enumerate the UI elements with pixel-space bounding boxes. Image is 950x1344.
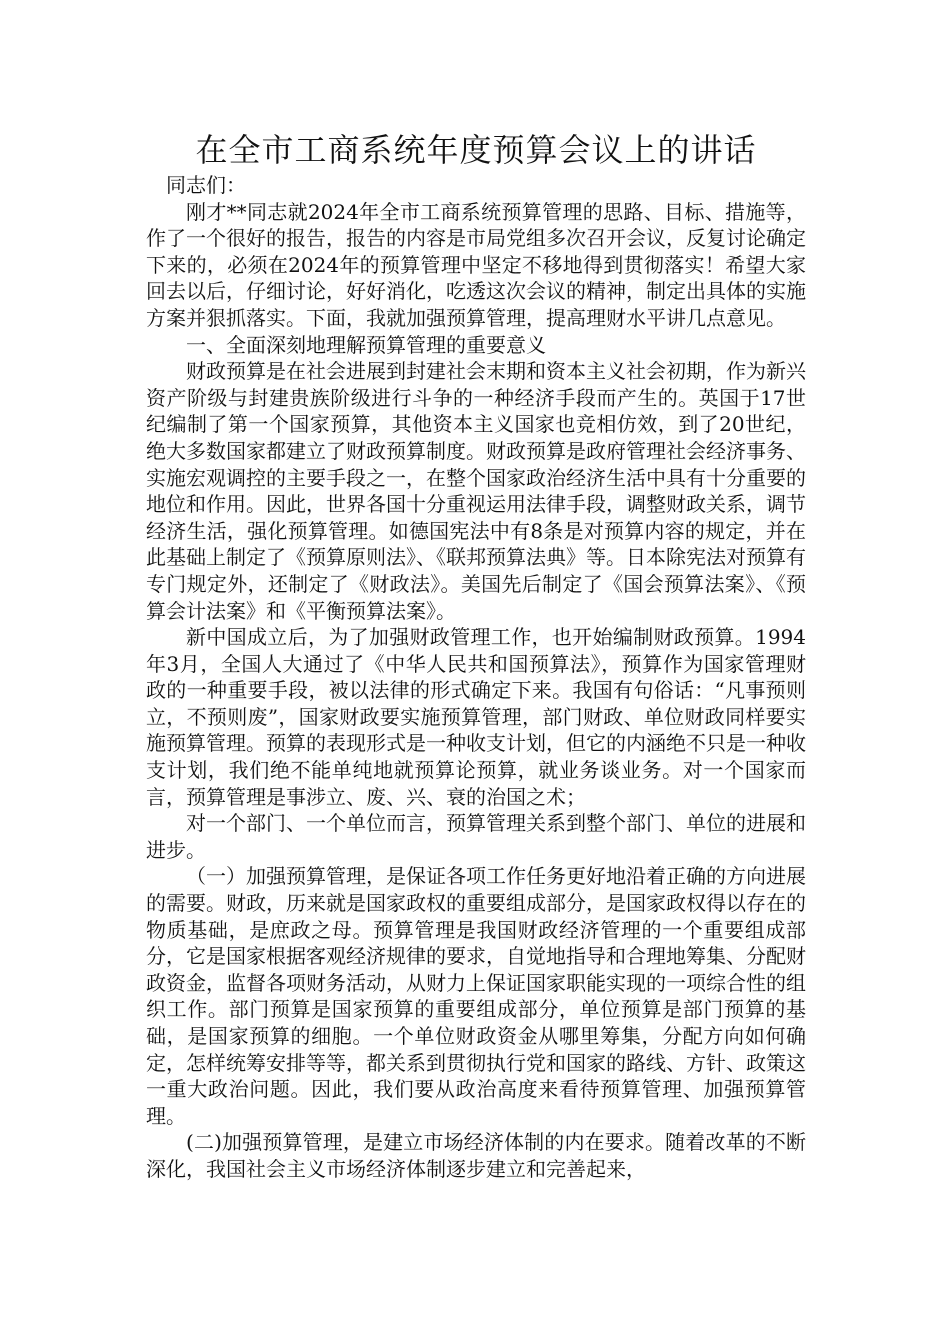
paragraph-point-2: (二)加强预算管理，是建立市场经济体制的内在要求。随着改革的不断深化，我国社会主义市场经济体制逐步建立和完善起来， — [146, 1130, 806, 1181]
document-page — [146, 128, 806, 1183]
salutation: 同志们： — [166, 173, 246, 197]
section-heading-1: 一、全面深刻地理解预算管理的重要意义 — [186, 332, 546, 357]
paragraph-intro: 刚才**同志就2024年全市工商系统预算管理的思路、目标、措施等，作了一个很好的报告，报告的内容是市局党组多次召开会议，反复讨论确定下来的，必须在2024年的预算管理中坚定不移地得到贯彻落实！希望大家回去以后，仔细讨论，好好消化，吃透这次会议的精神，制定出具体的实施方案并狠抓落实。下面，我就加强预算管理，提高理财水平讲几点意见。 — [146, 199, 806, 330]
paragraph-new-china: 新中国成立后，为了加强财政管理工作，也开始编制财政预算。1994年3月，全国人大通过了《中华人民共和国预算法》，预算作为国家管理财政的一种重要手段，被以法律的形式确定下来。我国有句俗话：“凡事预则立，不预则废”，国家财政要实施预算管理，部门财政、单位财政同样要实施预算管理。预算的表现形式是一种收支计划，但它的内涵绝不只是一种收支计划，我们绝不能单纯地就预算论预算，就业务谈业务。对一个国家而言，预算管理是事涉立、废、兴、衰的治国之术； — [146, 625, 806, 809]
paragraph-history: 财政预算是在社会进展到封建社会末期和资本主义社会初期，作为新兴资产阶级与封建贵族阶级进行斗争的一种经济手段而产生的。英国于17世纪编制了第一个国家预算，其他资本主义国家也竞相仿效，到了20世纪，绝大多数国家都建立了财政预算制度。财政预算是政府管理社会经济事务、实施宏观调控的主要手段之一，在整个国家政治经济生活中具有十分重要的地位和作用。因此，世界各国十分重视运用法律手段，调整财政关系，调节经济生活，强化预算管理。如德国宪法中有8条是对预算内容的规定，并在此基础上制定了《预算原则法》、《联邦预算法典》等。日本除宪法对预算有专门规定外，还制定了《财政法》。美国先后制定了《国会预算法案》、《预算会计法案》和《平衡预算法案》。 — [146, 359, 806, 623]
paragraph-department: 对一个部门、一个单位而言，预算管理关系到整个部门、单位的进展和进步。 — [146, 811, 806, 862]
paragraph-point-1: （一）加强预算管理，是保证各项工作任务更好地沿着正确的方向进展的需要。财政，历来就是国家政权的重要组成部分，是国家政权得以存在的物质基础，是庶政之母。预算管理是我国财政经济管理的一个重要组成部分，它是国家根据客观经济规律的要求，自觉地指导和合理地筹集、分配财政资金，监督各项财务活动，从财力上保证国家职能实现的一项综合性的组织工作。部门预算是国家预算的重要组成部分，单位预算是部门预算的基础，是国家预算的细胞。一个单位财政资金从哪里筹集，分配方向如何确定，怎样统筹安排等等，都关系到贯彻执行党和国家的路线、方针、政策这一重大政治问题。因此，我们要从政治高度来看待预算管理、加强预算管理。 — [146, 864, 806, 1128]
document-title: 在全市工商系统年度预算会议上的讲话 — [195, 131, 757, 169]
